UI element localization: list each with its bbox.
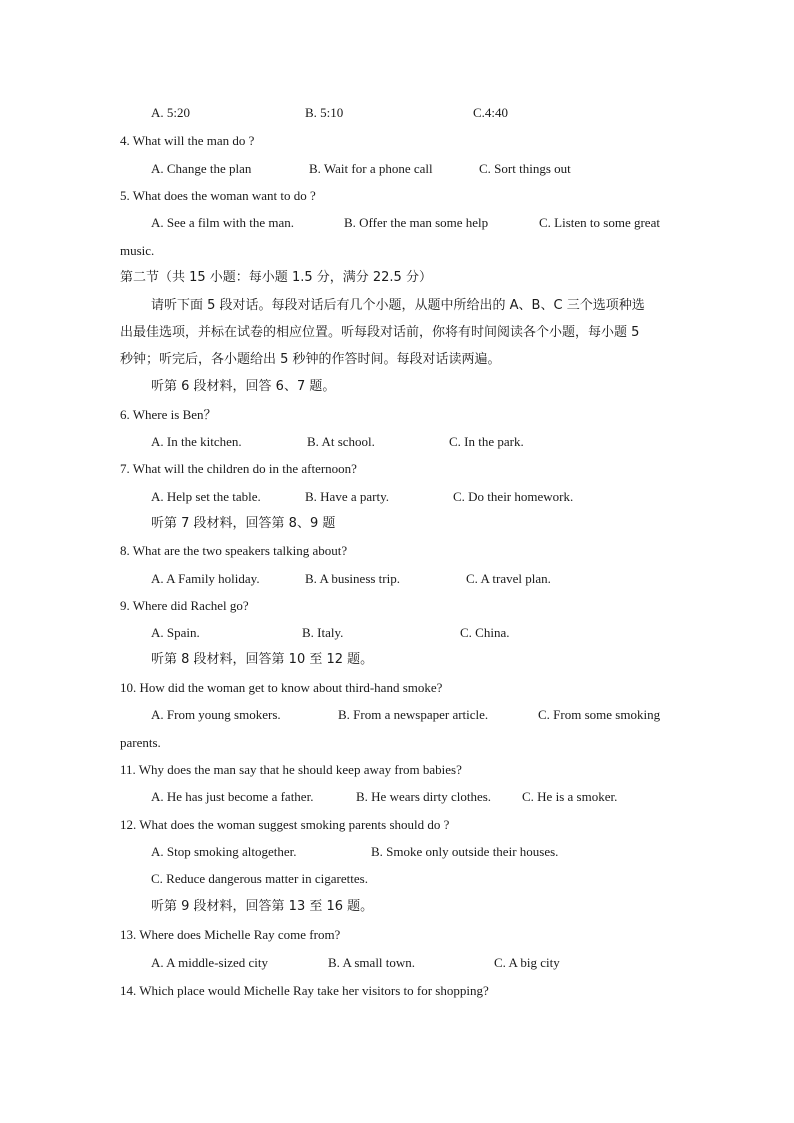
q9-option-b: B. Italy. — [302, 625, 344, 640]
q5-stem: 5. What does the woman want to do ? — [120, 188, 316, 203]
q3-option-a: A. 5:20 — [151, 105, 190, 120]
q14-stem: 14. Which place would Michelle Ray take her visitors to for shopping? — [120, 983, 489, 998]
q4-option-a: A. Change the plan — [151, 161, 252, 176]
q12-option-c: C. Reduce dangerous matter in cigarettes. — [151, 871, 368, 886]
instruction-line-1: 请听下面 5 段对话。每段对话后有几个小题，从题中所给出的 A、B、C 三个选项种选 — [151, 298, 645, 313]
q12-option-a: A. Stop smoking altogether. — [151, 844, 297, 859]
q4-stem: 4. What will the man do ? — [120, 133, 255, 148]
q10-option-a: A. From young smokers. — [151, 707, 281, 722]
q6-option-c: C. In the park. — [449, 434, 524, 449]
q6-stem: 6. Where is Ben？ — [120, 407, 217, 422]
material-6-label: 听第 6 段材料，回答 6、7 题。 — [151, 379, 336, 394]
q11-option-a: A. He has just become a father. — [151, 789, 314, 804]
q5-option-a: A. See a film with the man. — [151, 215, 294, 230]
q10-continuation: parents. — [120, 735, 161, 750]
q11-option-b: B. He wears dirty clothes. — [356, 789, 492, 804]
q12-stem: 12. What does the woman suggest smoking parents should do ? — [120, 817, 450, 832]
q9-stem: 9. Where did Rachel go? — [120, 598, 249, 613]
instruction-line-3: 秒钟；听完后，各小题给出 5 秒钟的作答时间。每段对话读两遍。 — [120, 352, 501, 367]
q7-option-c: C. Do their homework. — [453, 489, 574, 504]
material-8-label: 听第 8 段材料，回答第 10 至 12 题。 — [151, 652, 374, 667]
q10-option-b: B. From a newspaper article. — [338, 707, 489, 722]
q4-option-b: B. Wait for a phone call — [309, 161, 433, 176]
q4-option-c: C. Sort things out — [479, 161, 571, 176]
q10-option-c: C. From some smoking — [538, 707, 661, 722]
q13-stem: 13. Where does Michelle Ray come from? — [120, 927, 341, 942]
q8-option-c: C. A travel plan. — [466, 571, 551, 586]
q5-continuation: music. — [120, 243, 155, 258]
q7-option-a: A. Help set the table. — [151, 489, 261, 504]
q8-stem: 8. What are the two speakers talking about? — [120, 543, 348, 558]
q5-option-c: C. Listen to some great — [539, 215, 660, 230]
material-7-label: 听第 7 段材料，回答第 8、9 题 — [151, 516, 336, 531]
q8-option-a: A. A Family holiday. — [151, 571, 260, 586]
q3-option-b: B. 5:10 — [305, 105, 344, 120]
material-9-label: 听第 9 段材料，回答第 13 至 16 题。 — [151, 899, 374, 914]
q13-option-b: B. A small town. — [328, 955, 416, 970]
q8-option-b: B. A business trip. — [305, 571, 400, 586]
q12-option-b: B. Smoke only outside their houses. — [371, 844, 559, 859]
q3-option-c: C.4:40 — [473, 105, 509, 120]
q11-option-c: C. He is a smoker. — [522, 789, 618, 804]
q10-stem: 10. How did the woman get to know about third-hand smoke? — [120, 680, 443, 695]
q7-stem: 7. What will the children do in the afternoon? — [120, 461, 357, 476]
q11-stem: 11. Why does the man say that he should keep away from babies? — [120, 762, 462, 777]
q7-option-b: B. Have a party. — [305, 489, 389, 504]
q13-option-c: C. A big city — [494, 955, 560, 970]
q9-option-a: A. Spain. — [151, 625, 200, 640]
q13-option-a: A. A middle-sized city — [151, 955, 268, 970]
instruction-line-2: 出最佳选项，并标在试卷的相应位置。听每段对话前，你将有时间阅读各个小题，每小题 5 — [120, 325, 640, 340]
q5-option-b: B. Offer the man some help — [344, 215, 489, 230]
q9-option-c: C. China. — [460, 625, 510, 640]
q6-option-a: A. In the kitchen. — [151, 434, 242, 449]
section-heading: 第二节（共 15 小题：每小题 1.5 分，满分 22.5 分） — [120, 270, 432, 285]
q6-option-b: B. At school. — [307, 434, 375, 449]
